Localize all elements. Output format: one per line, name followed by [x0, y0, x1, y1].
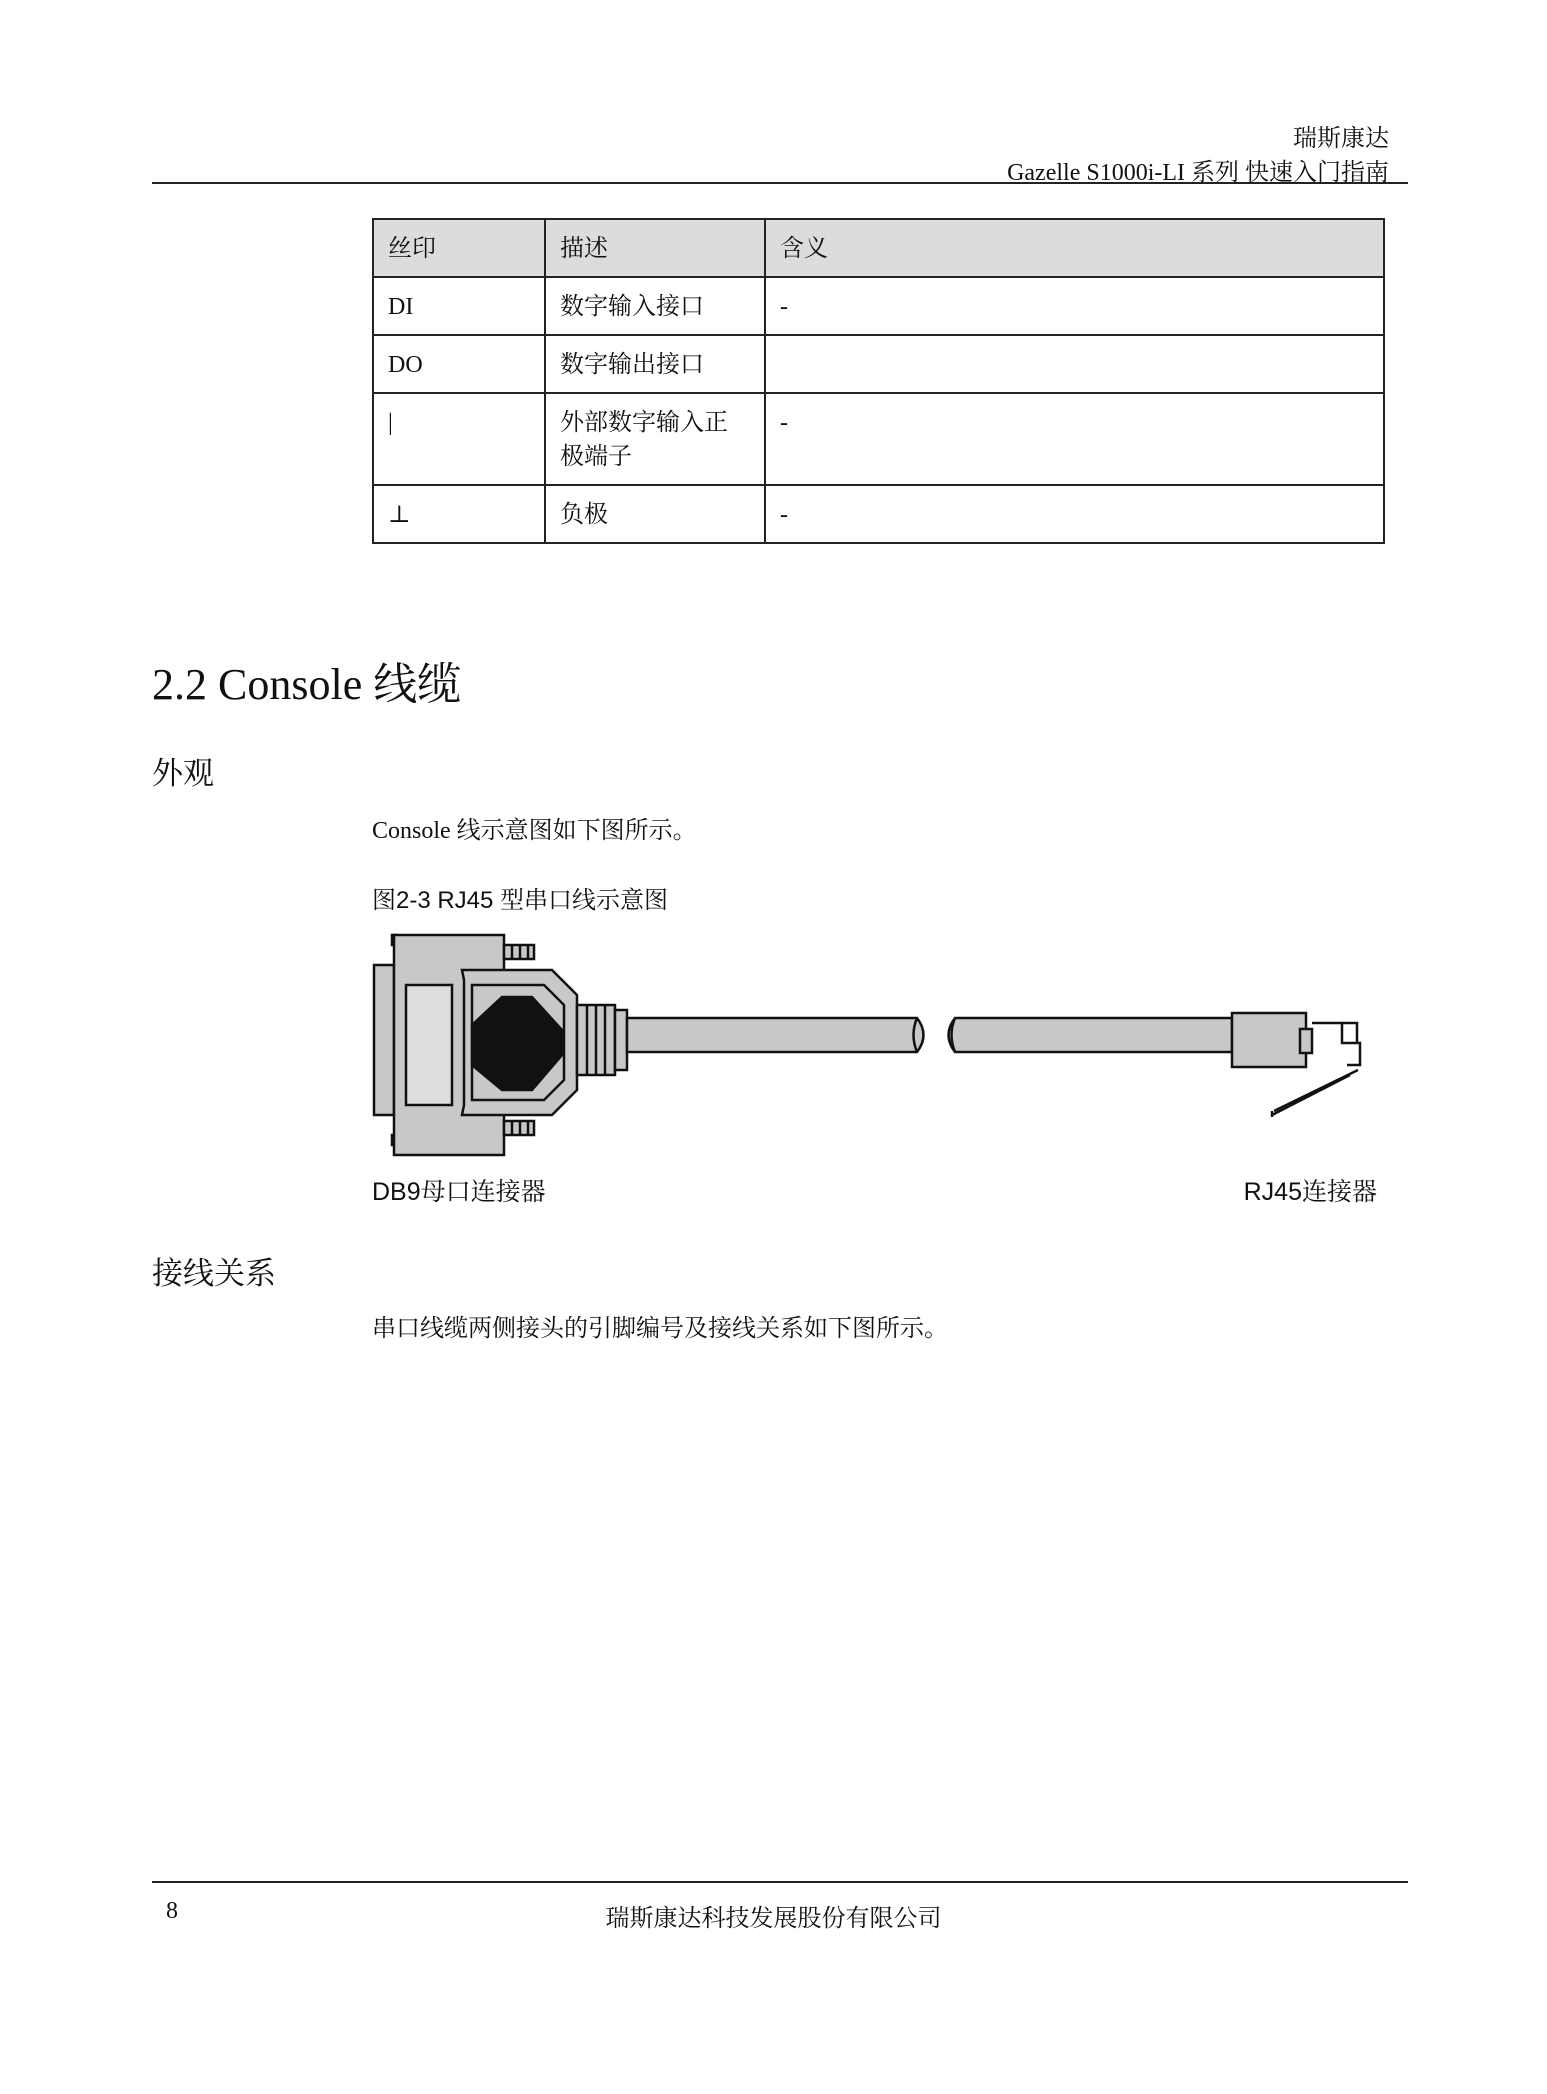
table-cell: ⊥	[373, 485, 545, 543]
table-cell: 数字输出接口	[545, 335, 765, 393]
table-cell: 负极	[545, 485, 765, 543]
table-cell: -	[765, 485, 1384, 543]
table-cell: |	[373, 393, 545, 485]
wiring-text: 串口线缆两侧接头的引脚编号及接线关系如下图所示。	[372, 1316, 948, 1342]
console-cable-diagram	[372, 925, 1392, 1165]
page-number: 8	[166, 1898, 178, 1924]
section-heading: 2.2 Console 线缆	[152, 660, 462, 709]
table-cell	[765, 335, 1384, 393]
pin-marking-table	[372, 218, 1385, 544]
appearance-text: Console 线示意图如下图所示。	[372, 818, 697, 844]
footer-company: 瑞斯康达科技发展股份有限公司	[605, 1906, 942, 1932]
table-row	[373, 485, 1384, 543]
table-row	[373, 393, 1384, 485]
wiring-heading: 接线关系	[152, 1256, 276, 1291]
table-row	[373, 277, 1384, 335]
rj45-connector-illustration	[1232, 1013, 1360, 1117]
table-header-cell: 丝印	[373, 219, 545, 277]
table-cell: 数字输入接口	[545, 277, 765, 335]
table-header-cell: 描述	[545, 219, 765, 277]
table-row	[373, 335, 1384, 393]
db9-connector-illustration	[374, 935, 627, 1155]
table-header-cell: 含义	[765, 219, 1384, 277]
header-doc-title: Gazelle S1000i-LI 系列 快速入门指南	[1007, 160, 1389, 186]
table-cell: DO	[373, 335, 545, 393]
header-company: 瑞斯康达	[1293, 126, 1389, 152]
table-cell: -	[765, 393, 1384, 485]
header-rule	[152, 182, 1408, 184]
table-cell: DI	[373, 277, 545, 335]
table-header-row	[373, 219, 1384, 277]
appearance-heading: 外观	[152, 756, 214, 791]
table-cell: -	[765, 277, 1384, 335]
rj45-label: RJ45连接器	[1243, 1178, 1377, 1206]
footer-rule	[152, 1881, 1408, 1883]
table-cell: 外部数字输入正极端子	[545, 393, 765, 485]
figure-caption: 图2-3 RJ45 型串口线示意图	[372, 887, 669, 914]
db9-label: DB9母口连接器	[372, 1178, 546, 1206]
